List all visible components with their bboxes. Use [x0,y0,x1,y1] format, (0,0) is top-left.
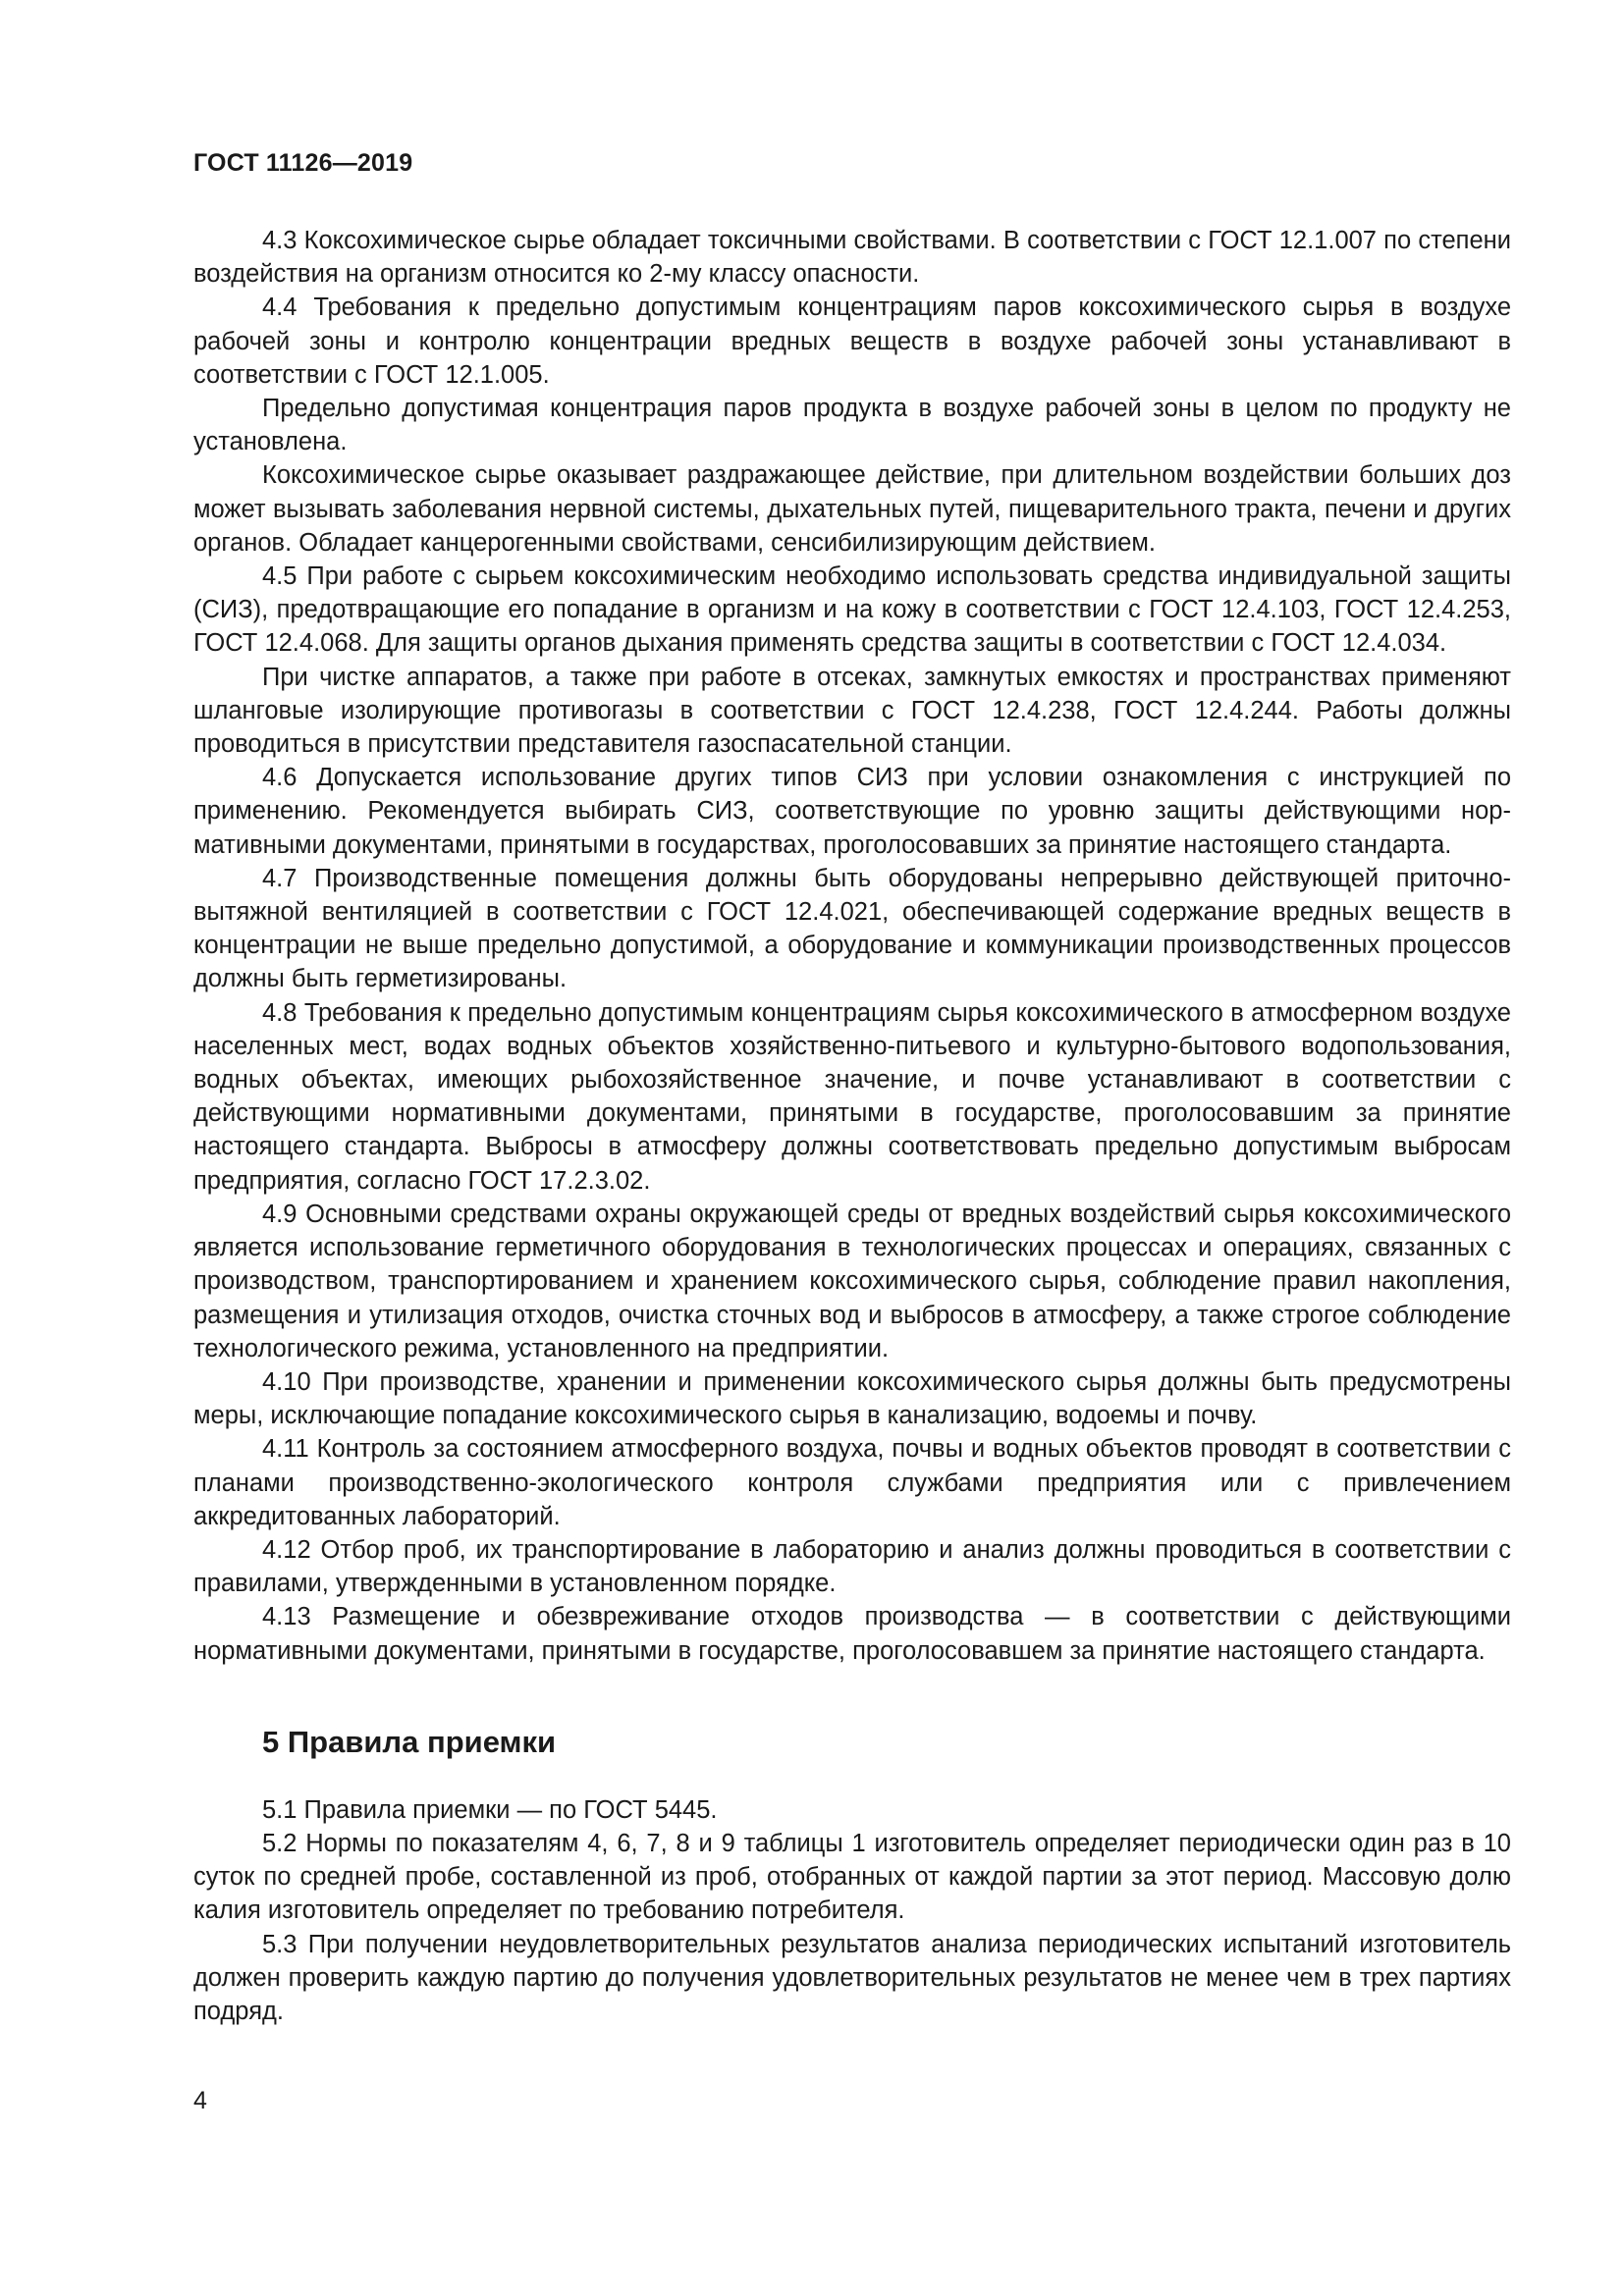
paragraph-4-4-irritant-note: Коксохимическое сырье оказывает раздражающее действие, при длительном воздействии больших доз может вызывать заболевания нервной системы, дыхательных путей, пищеварительного тракта, печени и других органов. Обладает канцерогенными свойствами, сенсибилизирующим действием. [193,461,1511,557]
paragraph-4-10: 4.10 При производстве, хранении и применении коксохимического сырья должны быть предусмотрены меры, исключающие попадание коксохимического сырья в канализацию, водоемы и почву. [193,1367,1511,1430]
paragraph-4-9: 4.9 Основными средствами охраны окружающей среды от вредных воздействий сырья коксохимического является использование герметичного оборудования в технологических процессах и операциях, связанных с производством, транспортированием и хранением коксохимического сырья, соблюдение правил накопления, размещения и утилизация отходов, очистка сточных вод и выбросов в атмосферу, а также строгое соблюдение технологического режима, установленного на предприятии. [193,1200,1511,1362]
paragraph-4-5: 4.5 При работе с сырьем коксохимическим необходимо использовать средства индивидуальной защиты (СИЗ), предотвращающие его попадание в организм и на кожу в соответствии с ГОСТ 12.4.103, ГОСТ 12.4.253, ГОСТ 12.4.068. Для защиты органов дыхания применять средства защиты в соответствии с ГОСТ 12.4.034. [193,562,1511,658]
paragraph-4-8: 4.8 Требования к предельно допустимым концентрациям сырья коксохимического в атмосферном воздухе населенных мест, водах водных объектов хозяйственно-питьевого и культурно-бытового водопользования, водных объектах, имеющих рыбохозяйственное значение, и почве устанавливают в соответствии с действующими нормативными документами, принятыми в государстве, проголосовавшим за принятие настоящего стандарта. Выбросы в атмосферу должны соответствовать предельно допустимым выбросам предприятия, согласно ГОСТ 17.2.3.02. [193,998,1511,1195]
paragraph-4-11: 4.11 Контроль за состоянием атмосферного воздуха, почвы и водных объектов проводят в соответствии с планами производственно-экологического контроля службами предприятия или с привлечением аккредитованных лабораторий. [193,1435,1511,1530]
paragraph-4-4-mpc-note: Предельно допустимая концентрация паров продукта в воздухе рабочей зоны в целом по продукту не установлена. [193,395,1511,456]
paragraph-4-5-gas-masks: При чистке аппаратов, а также при работе в отсеках, замкнутых емкостях и пространствах применяют шланговые изолирующие противогазы в соответствии с ГОСТ 12.4.238, ГОСТ 12.4.244. Работы должны проводиться в присутствии представителя газоспасательной станции. [193,663,1511,759]
document-body [193,224,1511,2028]
paragraph-4-4: 4.4 Требования к предельно допустимым концентрациям паров коксохимического сырья в воздухе рабочей зоны и контролю концентрации вредных веществ в воздухе рабочей зоны устанавливают в соответствии с ГОСТ 12.1.005. [193,294,1511,389]
paragraph-5-2: 5.2 Нормы по показателям 4, 6, 7, 8 и 9 таблицы 1 изготовитель определяет периодически один раз в 10 суток по средней пробе, составленной из проб, отобранных от каждой партии за этот период. Массовую долю калия изготовитель определяет по требованию потребителя. [193,1829,1511,1925]
paragraph-5-1: 5.1 Правила приемки — по ГОСТ 5445. [262,1795,718,1824]
paragraph-4-7: 4.7 Производственные помещения должны быть оборудованы непрерывно действующей приточно-вытяжной вентиляцией в соответствии с ГОСТ 12.4.021, обеспечивающей содержание вредных веществ в концентрации не выше предельно допустимой, а оборудование и коммуникации производственных процессов должны быть герметизированы. [193,864,1511,993]
paragraph-5-3: 5.3 При получении неудовлетворительных результатов анализа периодических испытаний изготовитель должен проверить каждую партию до получения удовлетворительных результатов не менее чем в трех партиях подряд. [193,1930,1511,2025]
section-5-heading: 5 Правила приемки [262,1724,557,1759]
paragraph-4-12: 4.12 Отбор проб, их транспортирование в лабораторию и анализ должны проводиться в соответствии с правилами, утвержденными в установленном порядке. [193,1535,1511,1598]
page-number: 4 [193,2087,207,2114]
paragraph-4-13: 4.13 Размещение и обезвреживание отходов производства — в соответствии с действующими нормативными документами, принятыми в государстве, проголосовавшем за принятие настоящего стандарта. [193,1603,1511,1665]
paragraph-4-3: 4.3 Коксохимическое сырье обладает токсичными свойствами. В соответствии с ГОСТ 12.1.007 по степени воздействия на организм относится ко 2-му классу опасности. [193,227,1511,289]
document-header: ГОСТ 11126—2019 [193,149,413,177]
paragraph-4-6: 4.6 Допускается использование других типов СИЗ при условии ознакомления с инструкцией по применению. Рекомендуется выбирать СИЗ, соответствующие по уровню защиты действующими нормативными документами, принятыми в государствах, проголосовавших за принятие настоящего стандарта. [193,764,1511,859]
